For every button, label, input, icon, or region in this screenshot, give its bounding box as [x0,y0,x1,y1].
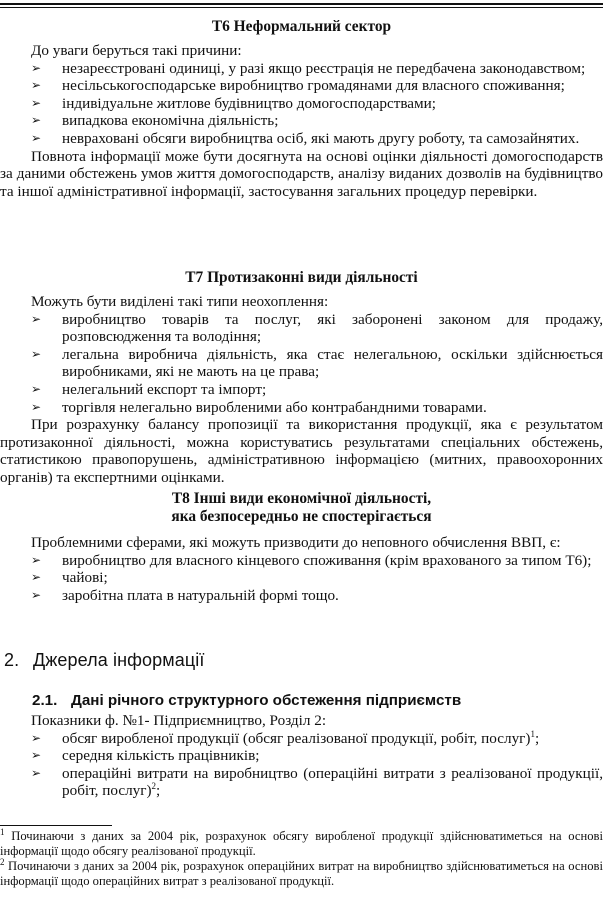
t6-paragraph: Повнота інформації може бути досягнута на основі оцінки діяльності домогосподарств за даними обстежень умов життя домогосподарств, аналізу виданих дозволів на будівництво та іншої адміністративної інформації, застосування загальних процедур перевірки. [0,147,603,200]
footnote-2 [0,856,603,889]
list-item-tail: ; [534,729,540,747]
footnote-text: Починаючи з даних за 2004 рік, розрахунок операційних витрат на виробництво здійснюватиметься на основі інформації щодо операційних витрат з реалізованої продукції. [0,859,603,888]
list-item [31,95,603,113]
list-item-text: виробництво для власного кінцевого споживання (крім врахованого за типом Т6); [62,551,592,569]
arrowhead-bullet-icon: ➢ [31,60,42,75]
arrowhead-bullet-icon: ➢ [31,587,42,602]
arrowhead-bullet-icon: ➢ [31,399,42,414]
t6-intro: До уваги беруться такі причини: [31,42,242,59]
list-item [31,569,603,587]
list-item [31,552,603,570]
list-item-text: випадкова економічна діяльність; [62,112,279,130]
arrowhead-bullet-icon: ➢ [31,113,42,128]
top-rule-thin [0,7,603,8]
list-item [31,311,603,346]
list-item-text: незареєстровані одиниці, у разі якщо реєстрація не передбачена законодавством; [62,59,586,77]
t7-title: Т7 Протизаконні види діяльності [185,269,418,286]
list-item-text: обсяг виробленої продукції (обсяг реалізованої продукції, робіт, послуг) [62,729,531,747]
footnote-text: Починаючи з даних за 2004 рік, розрахунок обсягу виробленої продукції здійснюватиметься на основі інформації щодо обсягу реалізованої продукції. [0,829,603,858]
footnote-1 [0,826,603,859]
list-item [31,765,603,800]
list-item [31,747,603,765]
footnote-separator [0,825,112,826]
top-rule [0,3,603,5]
section-2-1 [0,712,603,800]
s21-intro: Показники ф. №1- Підприємництво, Розділ 2: [31,712,327,729]
arrowhead-bullet-icon: ➢ [31,130,42,145]
arrowhead-bullet-icon: ➢ [31,765,42,780]
list-item-text: середня кількість працівників; [62,747,260,765]
list-item-text: заробітна плата в натуральній формі тощо. [62,586,339,604]
arrowhead-bullet-icon: ➢ [31,381,42,396]
t8-title-line1: Т8 Інші види економічної діяльності, [171,490,432,507]
t7-intro: Можуть бути виділені такі типи неохоплення: [31,293,329,310]
list-item-tail: ; [156,782,161,800]
list-item [31,112,603,130]
list-item [31,399,603,417]
list-item-text: несільськогосподарське виробництво громадянами для власного споживання; [62,77,565,95]
t8-bullet-list [31,552,603,605]
list-item [31,587,603,605]
t8-title-line2: яка безпосередньо не спостерігається [171,508,432,525]
footnote-ref-1[interactable]: 1 [530,728,535,739]
section-2-title: Джерела інформації [33,650,205,670]
footnote-mark: 2 [0,856,5,867]
section-t7 [0,269,603,487]
footnotes [0,826,603,889]
list-item-text: виробництво товарів та послуг, які заборонені законом для продажу, розповсюдження та володіння; [62,310,603,346]
arrowhead-bullet-icon: ➢ [31,311,42,326]
arrowhead-bullet-icon: ➢ [31,552,42,567]
section-t8 [0,490,603,604]
t6-bullet-list [31,60,603,148]
t7-paragraph: При розрахунку балансу пропозиції та використання продукції, яка є результатом протизаконної діяльності, можна користуватись результатами спеціальних обстежень, статистикою правопорушень, адміністративною інформацією (митних, правоохоронних органів) та експертними оцінками. [0,416,603,486]
footnote-mark: 1 [0,826,5,837]
s21-bullet-list [31,730,603,800]
list-item-text: операційні витрати на виробництво (операційні витрати з реалізованої продукції, робіт, послуг) [62,764,603,800]
list-item-text: чайові; [62,569,108,587]
footnote-ref-2[interactable]: 2 [151,781,157,792]
t8-intro: Проблемними сферами, які можуть призводити до неповного обчислення ВВП, є: [31,534,561,551]
section-t6 [0,18,603,200]
t6-title: Т6 Неформальний сектор [211,18,392,35]
list-item [31,730,603,748]
list-item-text: торгівля нелегально виробленими або контрабандними товарами. [62,398,487,416]
arrowhead-bullet-icon: ➢ [31,570,42,585]
list-item [31,60,603,78]
section-2-number: 2. [4,650,20,670]
section-2-1-number: 2.1. [32,692,58,709]
arrowhead-bullet-icon: ➢ [31,346,42,361]
arrowhead-bullet-icon: ➢ [31,730,42,745]
arrowhead-bullet-icon: ➢ [31,78,42,93]
arrowhead-bullet-icon: ➢ [31,748,42,763]
list-item-text: нелегальний експорт та імпорт; [62,380,267,398]
list-item-text: невраховані обсяги виробництва осіб, які мають другу роботу, та самозайнятих. [62,129,580,147]
section-2-1-heading [32,692,461,709]
list-item-text: індивідуальне житлове будівництво домогосподарствами; [62,94,437,112]
list-item [31,77,603,95]
t7-bullet-list [31,311,603,417]
list-item [31,130,603,148]
section-2-heading [4,650,204,671]
list-item-text: легальна виробнича діяльність, яка стає нелегальною, оскільки здійснюється виробниками, які не мають на це права; [62,345,603,381]
section-2-1-title: Дані річного структурного обстеження підприємств [71,692,462,709]
list-item [31,346,603,381]
list-item [31,381,603,399]
arrowhead-bullet-icon: ➢ [31,95,42,110]
